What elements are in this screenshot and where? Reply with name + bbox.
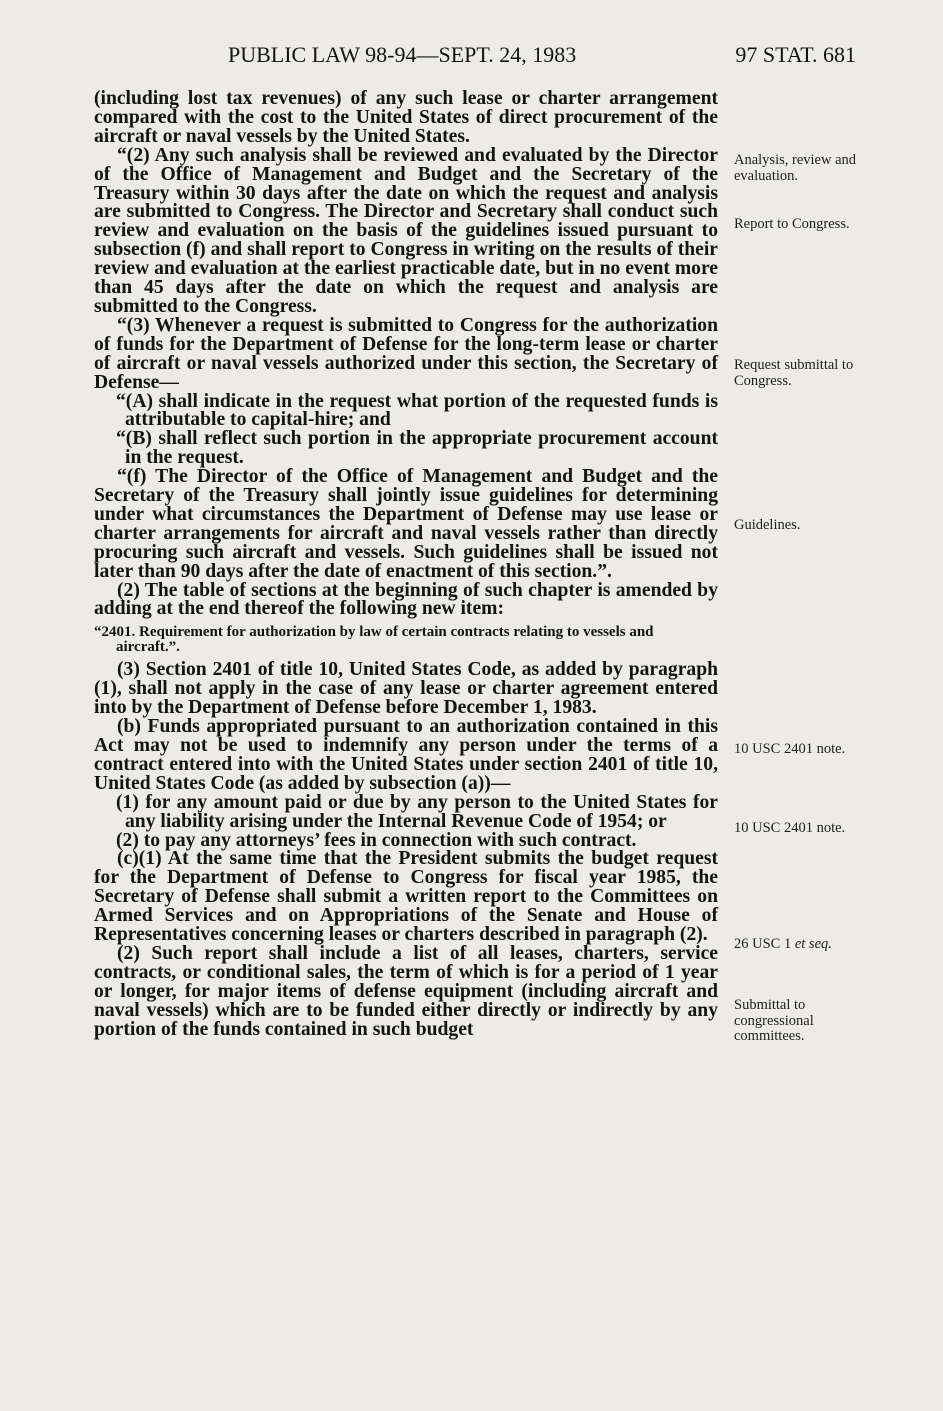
margin-note-submittal: Submittal to congressional committees. — [734, 997, 814, 1044]
paragraph-e3-B: “(B) shall reflect such portion in the appropriate procurement account in the request. — [116, 428, 718, 469]
table-of-sections-item: “2401. Requirement for authorization by law of certain contracts relating to vessels and aircraft.”. — [94, 624, 654, 656]
usc-26-italic: et seq. — [794, 936, 832, 952]
paragraph-b: (b) Funds appropriated pursuant to an authorization contained in this Act may not be used to indemnify any person under the terms of a contract entered into with the United States under section 2401 of title 10, United States Code (as added by subsection (a))— — [94, 716, 718, 794]
usc-26-text: 26 USC 1 — [734, 936, 795, 952]
paragraph-e3: “(3) Whenever a request is submitted to Congress for the authorization of funds for the Department of Defense for the long-term lease or charter of aircraft or naval vessels authorized under this section, the Secretary of Defense— — [94, 314, 718, 393]
paragraph-e2: “(2) Any such analysis shall be reviewed and evaluated by the Director of the Office of Management and Budget and the Secretary of the Treasury within 30 days after the date on which the request and analysis are submitted to Congress. The Director and Secretary shall conduct such review and evaluation on the basis of the guidelines issued pursuant to subsection (f) and shall report to Congress in writing on the results of their review and evaluation at the earliest practicable date, but in no event more than 45 days after the date on which the request and analysis are submitted to the Congress. — [94, 144, 718, 317]
margin-note-usc-26 — [734, 937, 874, 953]
margin-note-request: Request submittal to Congress. — [734, 357, 854, 389]
paragraph-a2: (2) The table of sections at the beginning of such chapter is amended by adding at the end thereof the following new item: — [94, 579, 718, 620]
paragraph-f: “(f) The Director of the Office of Management and Budget and the Secretary of the Treasury shall jointly issue guidelines for determining under what circumstances the Department of Defense may use lease or charter arrangements for aircraft and naval vessels rather than directly procuring such aircraft and vessels. Such guidelines shall be issued not later than 90 days after the date of enactment of this section.”. — [94, 466, 718, 582]
margin-note-usc-2401-a: 10 USC 2401 note. — [734, 741, 846, 757]
statute-page-number: 97 STAT. 681 — [735, 42, 856, 67]
paragraph-c2: (2) Such report shall include a list of all leases, charters, service contracts, or conditional sales, the term of which is for a period of 1 year or longer, for major items of defense equipment (including aircraft and naval vessels) which are to be funded either directly or indirectly by any portion of the funds contained in such budget — [94, 942, 718, 1040]
paragraph-continuation: (including lost tax revenues) of any such lease or charter arrangement compared with the cost to the United States of direct procurement of the aircraft or naval vessels by the United States. — [94, 88, 718, 147]
margin-note-guidelines: Guidelines. — [734, 517, 801, 533]
page-header — [94, 42, 856, 72]
body-text — [94, 90, 718, 1040]
margin-note-analysis: Analysis, review and evaluation. — [734, 152, 857, 184]
paragraph-a3: (3) Section 2401 of title 10, United States Code, as added by paragraph (1), shall not apply in the case of any lease or charter agreement entered into by the Department of Defense before December 1, 1983. — [94, 659, 718, 719]
margin-note-usc-2401-b: 10 USC 2401 note. — [734, 820, 846, 836]
paragraph-e3-A: “(A) shall indicate in the request what portion of the requested funds is attributable to capital-hire; and — [116, 390, 718, 431]
margin-note-report: Report to Congress. — [734, 216, 850, 232]
law-title: PUBLIC LAW 98-94—SEPT. 24, 1983 — [228, 42, 577, 67]
paragraph-b1: (1) for any amount paid or due by any person to the United States for any liability arising under the Internal Revenue Code of 1954; or — [116, 791, 718, 832]
paragraph-c1: (c)(1) At the same time that the President submits the budget request for the Department of Defense to Congress for fiscal year 1985, the Secretary of Defense shall submit a written report to the Committees on Armed Services and on Appropriations of the Senate and House of Representatives concerning leases or charters described in paragraph (2). — [94, 848, 718, 946]
paragraph-b2: (2) to pay any attorneys’ fees in connection with such contract. — [116, 829, 637, 851]
